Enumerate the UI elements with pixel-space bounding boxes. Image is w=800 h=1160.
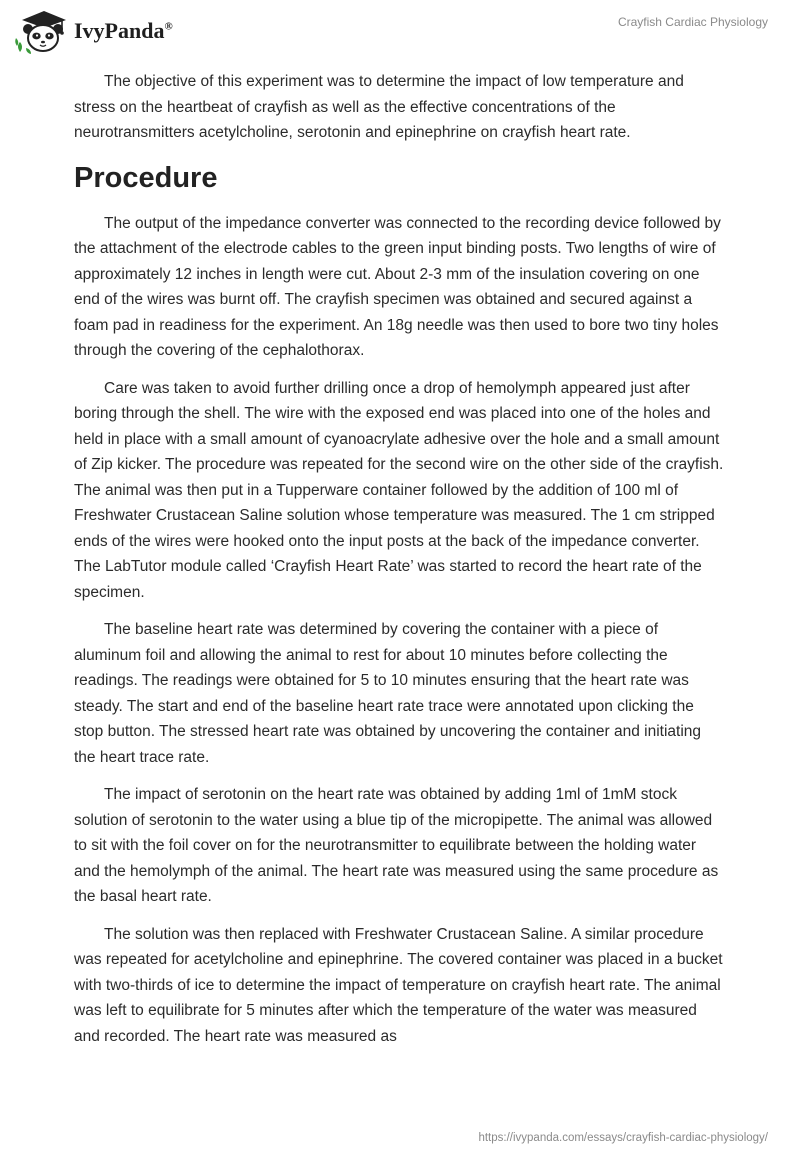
document-title: Crayfish Cardiac Physiology bbox=[617, 15, 768, 29]
procedure-paragraph-1: The output of the impedance converter was connected to the recording device followed by the attachment of the electrode cables to the green input binding posts. Two lengths of wire of approximately 12 inches in length were cut. About 2-3 mm of the insulation covering on one end of the wires was burnt off. The crayfish specimen was obtained and secured against a foam pad in readiness for the experiment. An 18g needle was then used to bore two tiny holes through the covering of the cephalothorax. bbox=[74, 214, 721, 359]
brand-text: IvyPanda bbox=[74, 18, 165, 43]
panda-graduate-icon bbox=[14, 8, 70, 54]
page-header bbox=[0, 0, 800, 64]
article-body bbox=[74, 69, 726, 1061]
procedure-paragraph-4: The impact of serotonin on the heart rate was obtained by adding 1ml of 1mM stock solution of serotonin to the water using a blue tip of the micropipette. The animal was allowed to sit with the foil cover on for the neurotransmitter to equilibrate between the holding water and the hemolymph of the animal. The heart rate was measured using the same procedure as the basal heart rate. bbox=[74, 786, 719, 905]
registered-mark: ® bbox=[164, 20, 173, 33]
source-url-link[interactable]: https://ivypanda.com/essays/crayfish-cardiac-physiology/ bbox=[478, 1132, 768, 1144]
intro-paragraph: The objective of this experiment was to determine the impact of low temperature and stress on the heartbeat of crayfish as well as the effective concentrations of the neurotransmitters acetylcholine, serotonin and epinephrine on crayfish heart rate. bbox=[74, 73, 684, 141]
ivypanda-logo[interactable] bbox=[14, 8, 173, 54]
procedure-paragraph-3: The baseline heart rate was determined by covering the container with a piece of aluminum foil and allowing the animal to rest for about 10 minutes before collecting the readings. The readings were obtained for 5 to 10 minutes ensuring that the heart rate was steady. The start and end of the baseline heart rate trace were annotated upon clicking the stop button. The stressed heart rate was obtained by uncovering the container and initiating the heart trace rate. bbox=[74, 621, 702, 766]
section-heading: Procedure bbox=[74, 161, 218, 194]
procedure-paragraph-2: Care was taken to avoid further drilling once a drop of hemolymph appeared just after boring through the shell. The wire with the exposed end was placed into one of the holes and held in place with a small amount of cyanoacrylate adhesive over the hole and a small amount of Zip kicker. The procedure was repeated for the second wire on the other side of the crayfish. The animal was then put in a Tupperware container followed by the addition of 100 ml of Freshwater Crustacean Saline solution whose temperature was measured. The 1 cm stripped ends of the wires were hooked onto the input posts at the back of the impedance converter. The LabTutor module called ‘Crayfish Heart Rate’ was started to record the heart rate of the specimen. bbox=[74, 379, 724, 601]
brand-name bbox=[74, 18, 173, 44]
procedure-paragraph-5: The solution was then replaced with Freshwater Crustacean Saline. A similar procedure was repeated for acetylcholine and epinephrine. The covered container was placed in a bucket with two-thirds of ice to determine the impact of temperature on crayfish heart rate. The animal was left to equilibrate for 5 minutes after which the temperature of the water was measured and recorded. The heart rate was measured as bbox=[74, 925, 723, 1045]
